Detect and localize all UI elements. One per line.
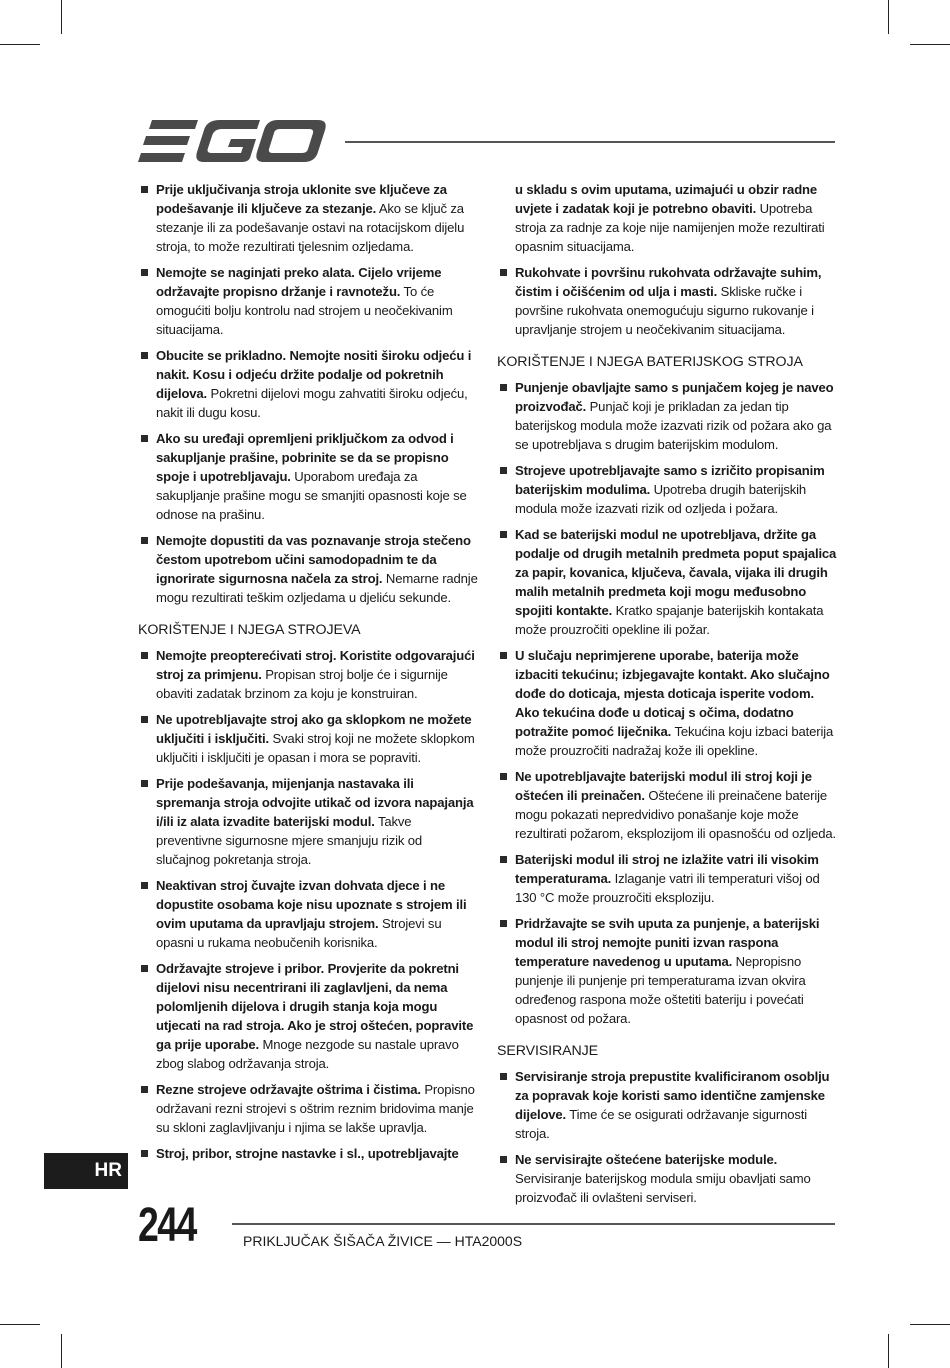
bullet-icon <box>141 882 148 889</box>
bullet-icon <box>500 1073 507 1080</box>
list-item: Održavajte strojeve i pribor. Provjerite da pokretni dijelovi nisu necentrirani ili zaglavljeni, da nema polomljenih dijelova i drugih stanja koja mogu utjecati na rad stroja. Ako je stroj oštećen, popravite ga prije uporabe. Mnoge nezgode su nastale upravo zbog slabog održavanja stroja. <box>138 959 478 1073</box>
crop-mark <box>61 0 62 34</box>
bullet-icon <box>141 965 148 972</box>
list-item: Obucite se prikladno. Nemojte nositi široku odjeću i nakit. Kosu i odjeću držite podalje od pokretnih dijelova. Pokretni dijelovi mogu zahvatiti široku odjeću, nakit ili dugu kosu. <box>138 346 478 422</box>
bullet-icon <box>141 780 148 787</box>
crop-mark <box>61 1334 62 1368</box>
header-rule <box>345 141 835 143</box>
list-item: Ne upotrebljavajte baterijski modul ili stroj koji je oštećen ili preinačen. Oštećene ili preinačene baterije mogu pokazati nepredvidivo ponašanje koje može rezultirati požarom, eksplozijom ili opasnošću od ozljeda. <box>497 767 837 843</box>
bullet-icon <box>500 1156 507 1163</box>
crop-mark <box>888 0 889 34</box>
list-item: Servisiranje stroja prepustite kvalificiranom osoblju za popravak koje koristi samo identične zamjenske dijelove. Time će se osigurati održavanje sigurnosti stroja. <box>497 1067 837 1143</box>
list-item: Baterijski modul ili stroj ne izlažite vatri ili visokim temperaturama. Izlaganje vatri ili temperaturi višoj od 130 °C može prouzročiti eksploziju. <box>497 850 837 907</box>
list-item: Stroj, pribor, strojne nastavke i sl., upotrebljavajte <box>138 1144 478 1163</box>
list-item: Ne servisirajte oštećene baterijske module. Servisiranje baterijskog modula smiju obavljati samo proizvođač ili ovlašteni serviseri. <box>497 1150 837 1207</box>
bullet-icon <box>141 269 148 276</box>
bullet-icon <box>141 652 148 659</box>
right-column <box>497 180 837 1214</box>
list-item: Ne upotrebljavajte stroj ako ga sklopkom ne možete uključiti i isključiti. Svaki stroj koji ne možete sklopkom uključiti i isključiti je opasan i mora se popraviti. <box>138 710 478 767</box>
section-heading: KORIŠTENJE I NJEGA BATERIJSKOG STROJA <box>497 354 803 370</box>
bullet-icon <box>141 1086 148 1093</box>
crop-mark <box>910 44 950 45</box>
bullet-icon <box>141 1150 148 1157</box>
section-heading: KORIŠTENJE I NJEGA STROJEVA <box>138 622 361 638</box>
left-column <box>138 180 478 1170</box>
list-item: Rezne strojeve održavajte oštrima i čistima. Propisno održavani rezni strojevi s oštrim reznim bridovima manje su skloni zaglavljivanju i njima se lakše upravlja. <box>138 1080 478 1137</box>
bullet-icon <box>500 269 507 276</box>
list-item: Nemojte preopterećivati stroj. Koristite odgovarajući stroj za primjenu. Propisan stroj bolje će i sigurnije obaviti zadatak brzinom za koju je konstruiran. <box>138 646 478 703</box>
list-item: Neaktivan stroj čuvajte izvan dohvata djece i ne dopustite osobama koje nisu upoznate s strojem ili ovim uputama da upravljaju strojem. Strojevi su opasni u rukama neobučenih korisnika. <box>138 876 478 952</box>
ego-logo <box>138 118 328 164</box>
crop-mark <box>0 1324 40 1325</box>
list-item: Strojeve upotrebljavajte samo s izričito propisanim baterijskim modulima. Upotreba drugih baterijskih modula može izazvati rizik od ozljeda i požara. <box>497 461 837 518</box>
bullet-icon <box>500 773 507 780</box>
bullet-icon <box>500 920 507 927</box>
list-item: Kad se baterijski modul ne upotrebljava, držite ga podalje od drugih metalnih predmeta poput spajalica za papir, kovanica, ključeva, čavala, vijaka ili drugih malih metalnih predmeta koji mogu međusobno spojiti kontakte. Kratko spajanje baterijskih kontakata može prouzročiti opekline ili požar. <box>497 525 837 639</box>
crop-mark <box>0 44 40 45</box>
crop-mark <box>888 1334 889 1368</box>
list-item: Pridržavajte se svih uputa za punjenje, a baterijski modul ili stroj nemojte puniti izvan raspona temperature navedenog u uputama. Nepropisno punjenje ili punjenje pri temperaturama izvan okvira određenog raspona može oštetiti bateriju i povećati opasnost od požara. <box>497 914 837 1028</box>
language-tab: HR <box>44 1153 128 1189</box>
bullet-icon <box>500 652 507 659</box>
bullet-icon <box>141 352 148 359</box>
list-item: Rukohvate i površinu rukohvata održavajte suhim, čistim i očišćenim od ulja i masti. Skliske ručke i površine rukohvata onemogućuju sigurno rukovanje i upravljanje strojem u neočekivanim situacijama. <box>497 263 837 339</box>
list-item: Prije podešavanja, mijenjanja nastavaka ili spremanja stroja odvojite utikač od izvora napajanja i/ili iz alata izvadite baterijski modul. Takve preventivne sigurnosne mjere smanjuju rizik od slučajnog pokretanja stroja. <box>138 774 478 869</box>
list-item: U slučaju neprimjerene uporabe, baterija može izbaciti tekućinu; izbjegavajte kontakt. Ako slučajno dođe do doticaja, mjesta doticaja isperite vodom. Ako tekućina dođe u doticaj s očima, dodatno potražite pomoć liječnika. Tekućina koju izbaci baterija može prouzročiti nadražaj kože ili opekline. <box>497 646 837 760</box>
footer-rule <box>232 1223 835 1225</box>
list-item: Nemojte se naginjati preko alata. Cijelo vrijeme održavajte propisno držanje i ravnotežu. To će omogućiti bolju kontrolu nad strojem u neočekivanim situacijama. <box>138 263 478 339</box>
page-number: 244 <box>138 1199 196 1252</box>
bullet-icon <box>141 716 148 723</box>
bullet-icon <box>141 186 148 193</box>
document-title: PRIKLJUČAK ŠIŠAČA ŽIVICE — HTA2000S <box>243 1233 523 1249</box>
list-item: Ako su uređaji opremljeni priključkom za odvod i sakupljanje prašine, pobrinite se da se propisno spoje i upotrebljavaju. Uporabom uređaja za sakupljanje prašine mogu se smanjiti opasnosti koje se odnose na prašinu. <box>138 429 478 524</box>
crop-mark <box>910 1324 950 1325</box>
bullet-icon <box>500 856 507 863</box>
bullet-icon <box>500 531 507 538</box>
section-heading: SERVISIRANJE <box>497 1043 599 1059</box>
bullet-icon <box>141 537 148 544</box>
list-item: Prije uključivanja stroja uklonite sve ključeve za podešavanje ili ključeve za stezanje. Ako se ključ za stezanje ili za podešavanje ostavi na rotacijskom dijelu stroja, to može rezultirati tjelesnim ozljedama. <box>138 180 478 256</box>
list-item-continuation: u skladu s ovim uputama, uzimajući u obzir radne uvjete i zadatak koji je potrebno obaviti. Upotreba stroja za radnje za koje nije namijenjen može rezultirati opasnim situacijama. <box>515 182 825 254</box>
list-item: Nemojte dopustiti da vas poznavanje stroja stečeno čestom upotrebom učini samodopadnim te da ignorirate sigurnosna načela za stroj. Nemarne radnje mogu rezultirati teškim ozljedama u djeliću sekunde. <box>138 531 478 607</box>
list-item: Punjenje obavljajte samo s punjačem kojeg je naveo proizvođač. Punjač koji je prikladan za jedan tip baterijskog modula može izazvati rizik od požara ako ga se upotrebljava s drugim baterijskim modulom. <box>497 378 837 454</box>
bullet-icon <box>141 435 148 442</box>
bullet-icon <box>500 467 507 474</box>
bullet-icon <box>500 384 507 391</box>
